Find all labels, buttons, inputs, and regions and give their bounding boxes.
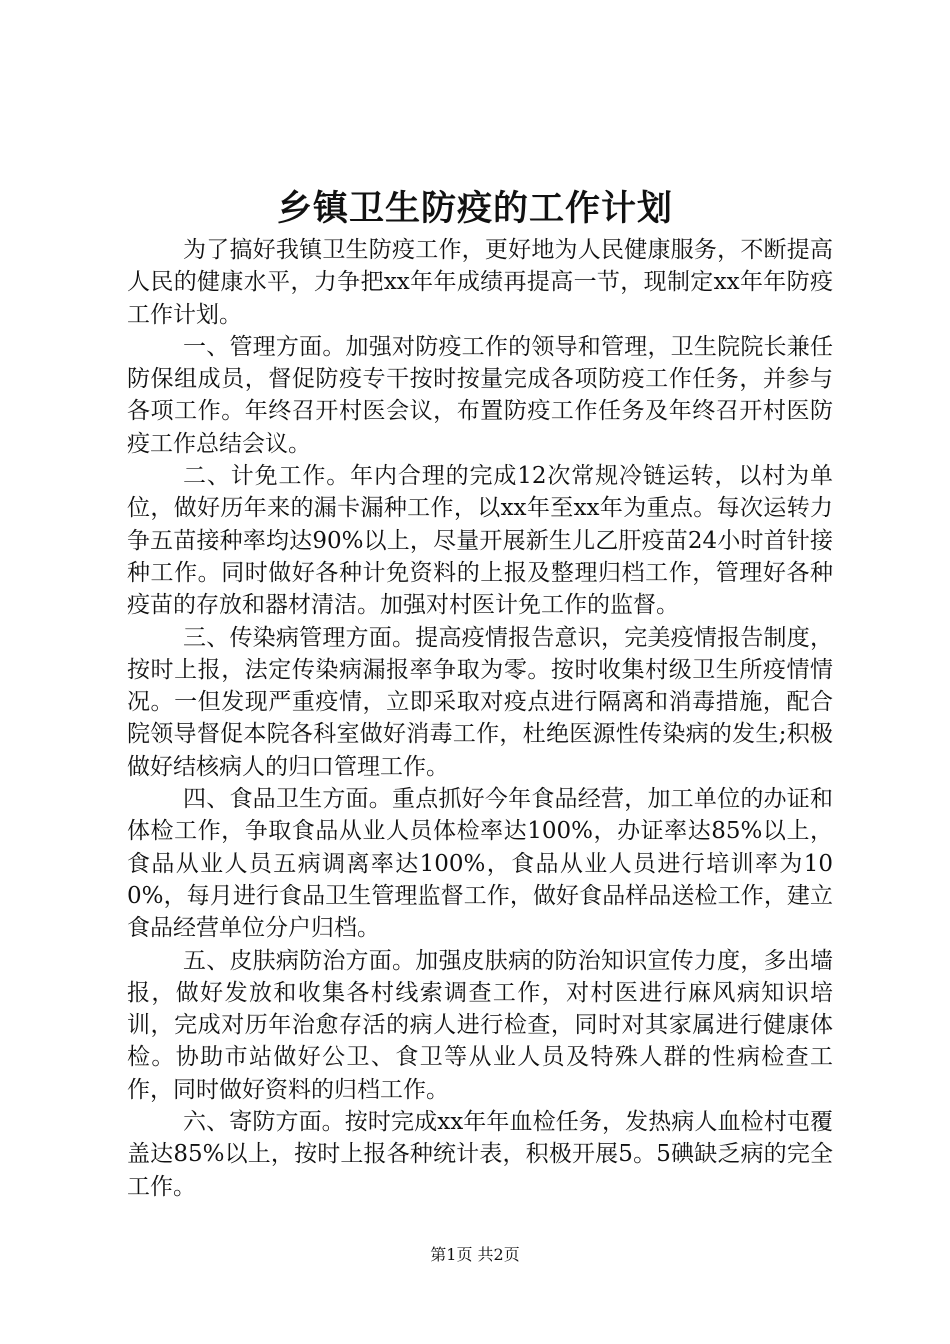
paragraph-parasite-prevention: 六、寄防方面。按时完成xx年年血检任务，发热病人血检村屯覆盖达85%以上，按时上报各种统计表，积极开展5。5碘缺乏病的完全工作。 xyxy=(127,1109,833,1200)
paragraph-skin-disease: 五、皮肤病防治方面。加强皮肤病的防治知识宣传力度，多出墙报，做好发放和收集各村线索调查工作，对村医进行麻风病知识培训，完成对历年治愈存活的病人进行检查，同时对其家属进行健康体检。协助市站做好公卫、食卫等从业人员及特殊人群的性病检查工作，同时做好资料的归档工作。 xyxy=(127,947,833,1103)
paragraph-intro: 为了搞好我镇卫生防疫工作，更好地为人民健康服务，不断提高人民的健康水平，力争把xx年年成绩再提高一节，现制定xx年年防疫工作计划。 xyxy=(127,237,833,328)
page-number-footer: 第1页 共2页 xyxy=(430,1245,520,1264)
paragraph-immunization: 二、计免工作。年内合理的完成12次常规冷链运转，以村为单位，做好历年来的漏卡漏种工作，以xx年至xx年为重点。每次运转力争五苗接种率均达90%以上，尽量开展新生儿乙肝疫苗24小时首针接种工作。同时做好各种计免资料的上报及整理归档工作，管理好各种疫苗的存放和器材清洁。加强对村医计免工作的监督。 xyxy=(127,463,833,619)
paragraph-food-hygiene: 四、食品卫生方面。重点抓好今年食品经营，加工单位的办证和体检工作，争取食品从业人员体检率达100%，办证率达85%以上，食品从业人员五病调离率达100%，食品从业人员进行培训率为100%，每月进行食品卫生管理监督工作，做好食品样品送检工作，建立食品经营单位分户归档。 xyxy=(127,786,833,942)
paragraph-infectious-disease: 三、传染病管理方面。提高疫情报告意识，完美疫情报告制度，按时上报，法定传染病漏报率争取为零。按时收集村级卫生所疫情情况。一但发现严重疫情，立即采取对疫点进行隔离和消毒措施，配合院领导督促本院各科室做好消毒工作，杜绝医源性传染病的发生;积极做好结核病人的归口管理工作。 xyxy=(127,624,833,780)
document-body xyxy=(127,234,833,1203)
document-title: 乡镇卫生防疫的工作计划 xyxy=(276,188,673,229)
paragraph-management: 一、管理方面。加强对防疫工作的领导和管理，卫生院院长兼任防保组成员，督促防疫专干按时按量完成各项防疫工作任务，并参与各项工作。年终召开村医会议，布置防疫工作任务及年终召开村医防疫工作总结会议。 xyxy=(127,333,833,457)
